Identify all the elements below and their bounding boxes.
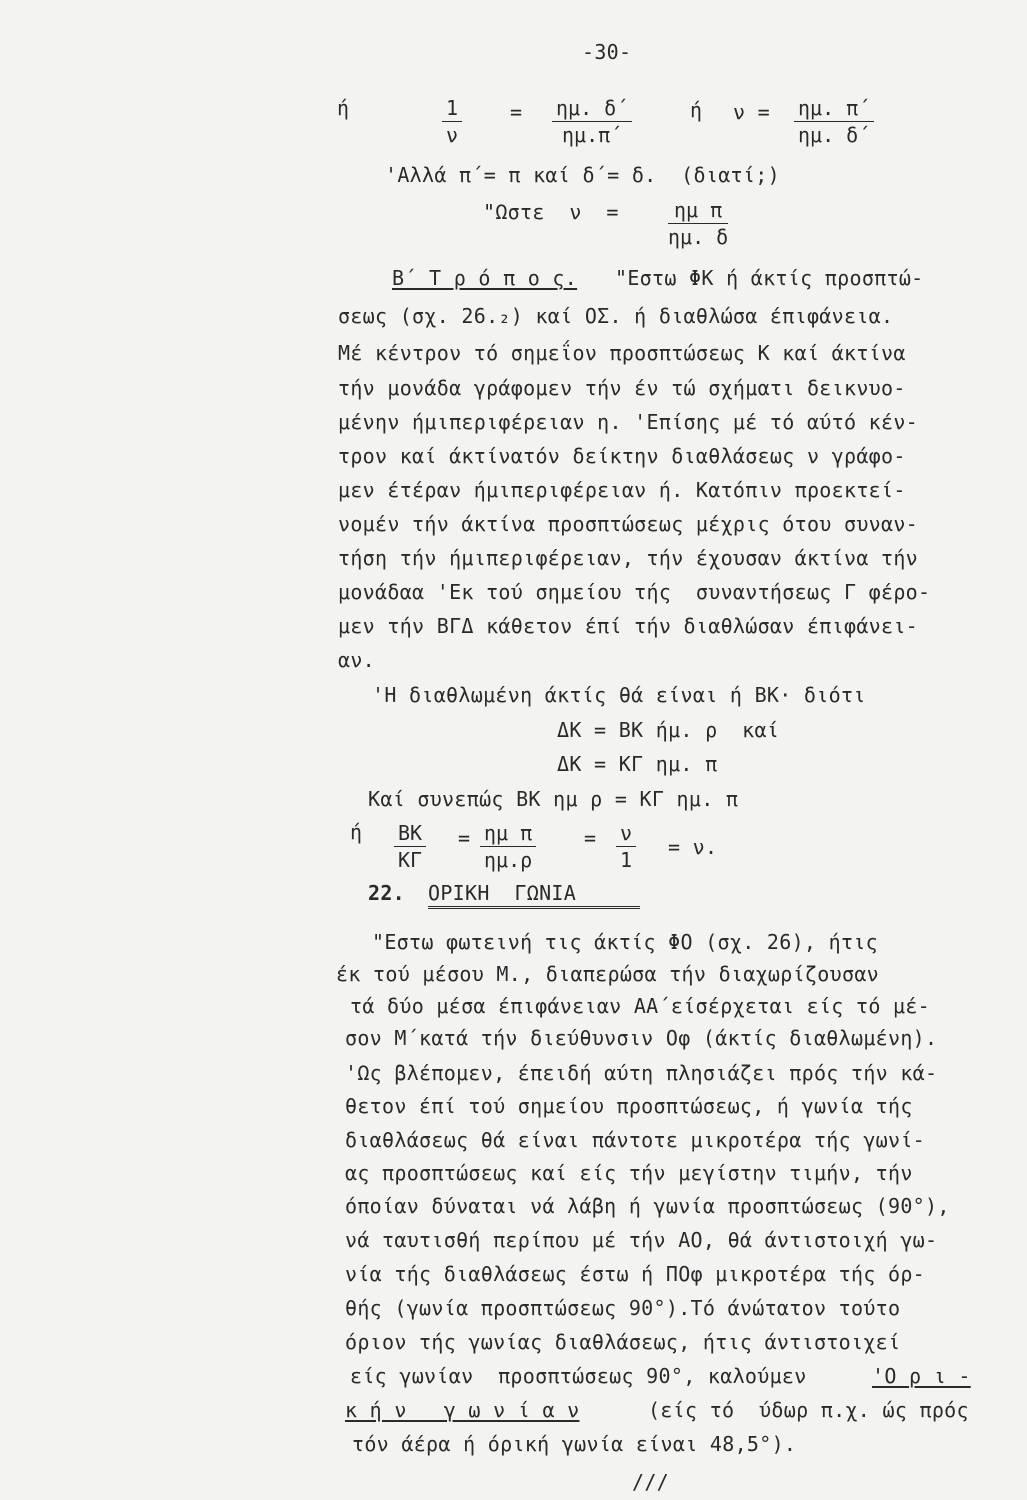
- wste-denominator: ημ. δ: [668, 225, 729, 249]
- eq1-lhs-denominator: ν: [446, 123, 459, 147]
- eq-final-lead: ή: [350, 820, 363, 844]
- para2-line-3: τά δύο μέσα έπιφάνειαν ΑΑ΄είσέρχεται είς τό μέ-: [350, 994, 931, 1018]
- eq-final-f1-numerator: ΒΚ: [394, 822, 426, 847]
- eq-final-f3-denominator: 1: [620, 848, 633, 872]
- text-line-6: τρον καί άκτίνατόν δείκτην διαθλάσεως ν γράφο-: [338, 444, 906, 468]
- text-line-5: μένην ήμιπεριφέρειαν η. 'Επίσης μέ τό αύτό κέν-: [338, 410, 919, 434]
- para2-line-8: ας προσπτώσεως καί είς τήν μεγίστην τιμήν, τήν: [345, 1161, 913, 1185]
- para2-line-7: διαθλάσεως θά είναι πάντοτε μικροτέρα τής γωνί-: [345, 1128, 926, 1152]
- eq1-rhs-denominator: ημ.π΄: [562, 123, 623, 147]
- eq1-fraction-sin-delta: [552, 97, 632, 146]
- text-line-7: μεν έτέραν ήμιπεριφέρειαν ή. Κατόπιν προεκτεί-: [338, 478, 906, 502]
- section-number: 22.: [368, 881, 406, 905]
- para2-line-13: όριον τής γωνίας διαθλάσεως, ήτις άντιστοιχεί: [345, 1330, 901, 1354]
- equation-dk-1: ΔΚ = ΒΚ ήμ. ρ καί: [557, 718, 780, 742]
- wste-label: "Ωστε ν =: [483, 200, 619, 224]
- line-alla: 'Αλλά π΄= π καί δ΄= δ. (διατί;): [385, 163, 780, 187]
- eq1-or: ή: [690, 98, 703, 122]
- equation-dk-2: ΔΚ = ΚΓ ημ. π: [557, 752, 718, 776]
- eq-final-f1-denominator: ΚΓ: [398, 848, 423, 872]
- text-line-3: Μέ κέντρον τό σημεΐον προσπτώσεως Κ καί άκτίνα: [338, 341, 906, 365]
- eq1-rhs2-denominator: ημ. δ΄: [798, 123, 871, 147]
- end-mark: ///: [632, 1470, 670, 1494]
- eq-final-fraction-sin: [480, 822, 536, 871]
- text-line-1: "Εστω ΦΚ ή άκτίς προσπτώ-: [615, 266, 924, 290]
- para2-line-5: 'Ως βλέπομεν, έπειδή αύτη πλησιάζει πρός τήν κά-: [345, 1061, 938, 1085]
- para2-line-9: όποίαν δύναται νά λάβη ή γωνία προσπτώσεως (90°),: [345, 1194, 950, 1218]
- text-line-11: μεν τήν ΒΓΔ κάθετον έπί τήν διαθλώσαν έπιφάνει-: [338, 614, 919, 638]
- line-refracted-ray: 'Η διαθλωμένη άκτίς θά είναι ή ΒΚ· διότι: [372, 683, 866, 707]
- eq1-lead: ή: [337, 96, 350, 120]
- method-b-heading: Β΄ Τ ρ ό π ο ς.: [392, 266, 578, 290]
- eq1-fraction-sin-pi: [794, 97, 874, 146]
- wste-fraction: [668, 199, 728, 248]
- term-oriken-part2: κ ή ν γ ω ν ί α ν: [345, 1398, 580, 1422]
- text-line-8: νομέν τήν άκτίνα προσπτώσεως μέχρις ότου συναν-: [338, 512, 919, 536]
- para2-line-2: έκ τού μέσου Μ., διαπερώσα τήν διαχωρίζουσαν: [336, 962, 880, 986]
- eq-final-fraction-nu-one: [616, 822, 636, 871]
- eq1-nu-equals: ν =: [733, 100, 771, 124]
- eq-final-f2-denominator: ημ.ρ: [484, 848, 533, 872]
- eq-final-f2-numerator: ημ π: [480, 822, 536, 847]
- page-number: -30-: [582, 40, 632, 64]
- para2-line-6: θετον έπί τού σημείου προσπτώσεως, ή γωνία τής: [345, 1094, 913, 1118]
- eq1-equals: =: [510, 100, 523, 124]
- eq-final-equals-2: =: [584, 826, 597, 850]
- last-line: τόν άέρα ή όρική γωνία είναι 48,5°).: [352, 1432, 797, 1456]
- eq1-rhs-numerator: ημ. δ΄: [552, 97, 632, 122]
- line-kai-synepos: Καί συνεπώς ΒΚ ημ ρ = ΚΓ ημ. π: [368, 787, 739, 811]
- wste-numerator: ημ π: [668, 199, 728, 224]
- eq-final-tail: = ν.: [668, 835, 718, 859]
- section-title: ΟΡΙΚΗ ΓΩΝΙΑ: [428, 881, 640, 909]
- term-oriken-part1: 'Ο ρ ι -: [872, 1364, 971, 1388]
- para2-line-10: νά ταυτισθή περίπου μέ τήν ΑΟ, θά άντιστοιχή γω-: [345, 1228, 938, 1252]
- para2-line-4: σον Μ΄κατά τήν διεύθυνσιν Οφ (άκτίς διαθλωμένη).: [345, 1026, 938, 1050]
- text-line-4: τήν μονάδα γράφομεν τήν έν τώ σχήματι δεικνυο-: [338, 376, 906, 400]
- text-line-2: σεως (σχ. 26.₂) καί ΟΣ. ή διαθλώσα έπιφάνεια.: [338, 304, 894, 328]
- eq-final-f3-numerator: ν: [616, 822, 636, 847]
- text-line-10: μονάδαα 'Εκ τού σημείου τής συναντήσεως Γ φέρο-: [338, 580, 931, 604]
- para2-line-12: θής (γωνία προσπτώσεως 90°).Τό άνώτατον τούτο: [345, 1296, 901, 1320]
- para2-line-1: "Εστω φωτεινή τις άκτίς ΦΟ (σχ. 26), ήτις: [372, 930, 878, 954]
- text-line-9: τήση τήν ήμιπεριφέρειαν, τήν έχουσαν άκτίνα τήν: [338, 546, 919, 570]
- para2-line-14: είς γωνίαν προσπτώσεως 90°, καλούμεν: [350, 1364, 807, 1388]
- last-line-tail: (είς τό ύδωρ π.χ. ώς πρός: [648, 1398, 969, 1422]
- eq-final-equals-1: =: [458, 826, 471, 850]
- eq-final-fraction-bk-kg: [394, 822, 426, 871]
- text-line-12: αν.: [338, 648, 376, 672]
- eq1-rhs2-numerator: ημ. π΄: [794, 97, 874, 122]
- eq1-lhs-numerator: 1: [442, 97, 462, 122]
- eq1-fraction-1-over-nu: [442, 97, 462, 146]
- para2-line-11: νία τής διαθλάσεως έστω ή ΠΟφ μικροτέρα τής όρ-: [345, 1262, 926, 1286]
